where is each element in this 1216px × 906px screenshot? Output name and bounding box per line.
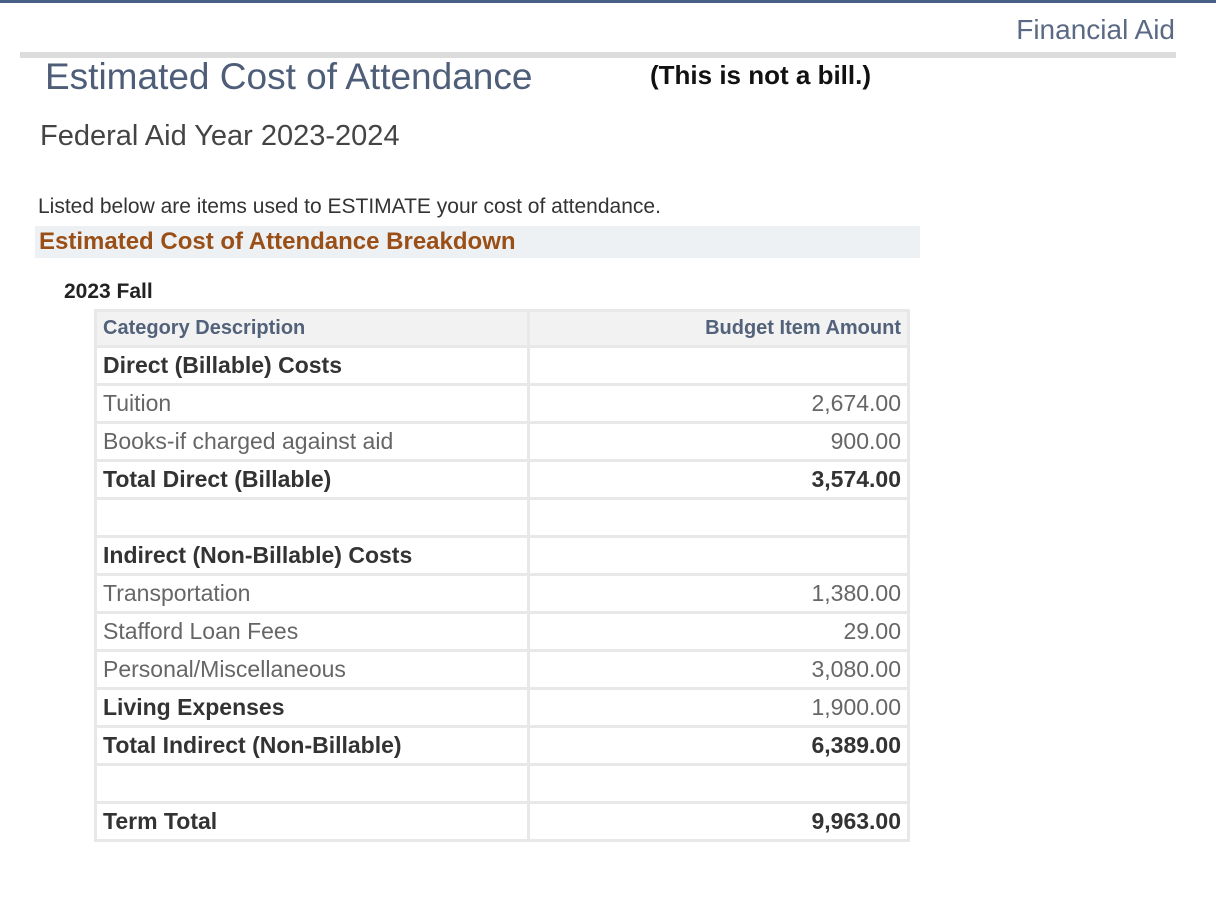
table-row <box>96 613 909 651</box>
table-row <box>96 765 909 803</box>
row-amount: 1,380.00 <box>529 575 909 613</box>
row-description: Books-if charged against aid <box>96 423 529 461</box>
row-description: Transportation <box>96 575 529 613</box>
row-description <box>96 765 529 803</box>
row-amount <box>529 765 909 803</box>
row-description <box>96 499 529 537</box>
table-row <box>96 423 909 461</box>
section-title: Estimated Cost of Attendance Breakdown <box>39 228 516 255</box>
row-description: Total Indirect (Non-Billable) <box>96 727 529 765</box>
row-amount: 9,963.00 <box>529 803 909 841</box>
row-description: Indirect (Non-Billable) Costs <box>96 537 529 575</box>
table-row <box>96 499 909 537</box>
column-header-description: Category Description <box>96 311 529 347</box>
table-row <box>96 727 909 765</box>
row-amount: 900.00 <box>529 423 909 461</box>
row-description: Term Total <box>96 803 529 841</box>
table-row <box>96 461 909 499</box>
row-description: Personal/Miscellaneous <box>96 651 529 689</box>
row-description: Stafford Loan Fees <box>96 613 529 651</box>
row-amount: 2,674.00 <box>529 385 909 423</box>
row-amount: 29.00 <box>529 613 909 651</box>
column-header-amount: Budget Item Amount <box>529 311 909 347</box>
disclaimer: (This is not a bill.) <box>650 60 871 90</box>
row-description: Direct (Billable) Costs <box>96 347 529 385</box>
table-row <box>96 575 909 613</box>
row-amount <box>529 347 909 385</box>
section-header <box>35 226 920 258</box>
top-border <box>0 0 1216 3</box>
budget-table <box>94 309 910 842</box>
table-row <box>96 537 909 575</box>
row-amount: 3,080.00 <box>529 651 909 689</box>
row-amount: 1,900.00 <box>529 689 909 727</box>
row-description: Total Direct (Billable) <box>96 461 529 499</box>
row-description: Living Expenses <box>96 689 529 727</box>
row-description: Tuition <box>96 385 529 423</box>
instructions-text: Listed below are items used to ESTIMATE your cost of attendance. <box>38 195 661 218</box>
term-label: 2023 Fall <box>64 280 153 303</box>
table-header-row <box>96 311 909 347</box>
table-row <box>96 347 909 385</box>
page-title: Estimated Cost of Attendance <box>45 56 533 97</box>
module-title: Financial Aid <box>1016 14 1175 45</box>
table-row <box>96 803 909 841</box>
table-row <box>96 651 909 689</box>
row-amount: 3,574.00 <box>529 461 909 499</box>
row-amount <box>529 499 909 537</box>
table-row <box>96 689 909 727</box>
row-amount <box>529 537 909 575</box>
table-row <box>96 385 909 423</box>
aid-year-label: Federal Aid Year 2023-2024 <box>40 120 400 152</box>
row-amount: 6,389.00 <box>529 727 909 765</box>
